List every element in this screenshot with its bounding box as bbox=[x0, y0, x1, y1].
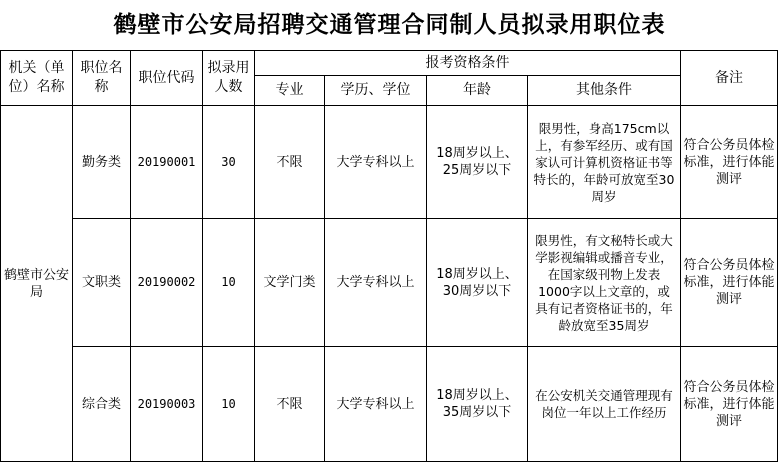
hire-count: 10 bbox=[203, 347, 255, 462]
position-code: 20190001 bbox=[131, 106, 203, 219]
org-name: 鹤壁市公安局 bbox=[1, 106, 73, 462]
hire-count: 30 bbox=[203, 106, 255, 219]
header-org: 机关（单位）名称 bbox=[1, 51, 73, 106]
major: 不限 bbox=[255, 106, 325, 219]
other-conditions: 限男性，身高175cm以上，有参军经历、或有国家认可计算机资格证书等特长的，年龄可放宽至30周岁 bbox=[528, 106, 681, 219]
header-other: 其他条件 bbox=[528, 76, 681, 106]
other-conditions: 在公安机关交通管理现有岗位一年以上工作经历 bbox=[528, 347, 681, 462]
position-name: 综合类 bbox=[73, 347, 131, 462]
hire-count: 10 bbox=[203, 219, 255, 347]
age: 18周岁以上、35周岁以下 bbox=[427, 347, 528, 462]
header-position-code: 职位代码 bbox=[131, 51, 203, 106]
major: 不限 bbox=[255, 347, 325, 462]
header-remark: 备注 bbox=[681, 51, 778, 106]
position-name: 文职类 bbox=[73, 219, 131, 347]
education: 大学专科以上 bbox=[325, 219, 427, 347]
position-code: 20190003 bbox=[131, 347, 203, 462]
header-major: 专业 bbox=[255, 76, 325, 106]
major: 文学门类 bbox=[255, 219, 325, 347]
age: 18周岁以上、25周岁以下 bbox=[427, 106, 528, 219]
position-name: 勤务类 bbox=[73, 106, 131, 219]
header-education: 学历、学位 bbox=[325, 76, 427, 106]
other-conditions: 限男性，有文秘特长或大学影视编辑或播音专业，在国家级刊物上发表1000字以上文章的，或具有记者资格证书的，年龄放宽至35周岁 bbox=[528, 219, 681, 347]
education: 大学专科以上 bbox=[325, 347, 427, 462]
remark: 符合公务员体检标准，进行体能测评 bbox=[681, 219, 778, 347]
table-row bbox=[1, 106, 778, 219]
header-age: 年龄 bbox=[427, 76, 528, 106]
table-row bbox=[1, 347, 778, 462]
header-hire-count: 拟录用人数 bbox=[203, 51, 255, 106]
remark: 符合公务员体检标准，进行体能测评 bbox=[681, 347, 778, 462]
header-position-name: 职位名称 bbox=[73, 51, 131, 106]
positions-table bbox=[0, 50, 778, 462]
position-code: 20190002 bbox=[131, 219, 203, 347]
education: 大学专科以上 bbox=[325, 106, 427, 219]
page-title: 鹤壁市公安局招聘交通管理合同制人员拟录用职位表 bbox=[113, 11, 666, 38]
table-row bbox=[1, 219, 778, 347]
remark: 符合公务员体检标准，进行体能测评 bbox=[681, 106, 778, 219]
age: 18周岁以上、30周岁以下 bbox=[427, 219, 528, 347]
header-requirements: 报考资格条件 bbox=[255, 51, 681, 76]
